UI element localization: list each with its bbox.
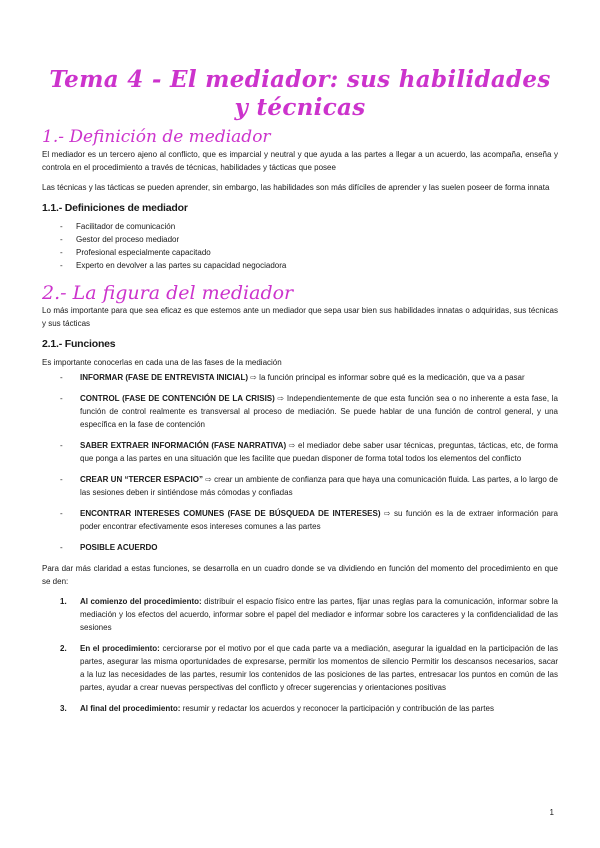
list-item (60, 439, 558, 465)
dash-bullet: - (60, 248, 63, 257)
section-1-paragraph-2: Las técnicas y las tácticas se pueden aprender, sin embargo, las habilidades son más difíciles de aprender y las suelen poseer de forma innata (42, 183, 550, 192)
function-text: crear un ambiente de confianza para que haya una comunicación fluida. Las partes, a lo largo de las sesiones deben ir sintiéndose más cómodas y confiadas (80, 475, 558, 497)
step-label: En el procedimiento: (80, 644, 160, 653)
step-number: 3. (60, 704, 67, 713)
dash-bullet: - (60, 475, 63, 484)
step-text: cerciorarse por el motivo por el que cada parte va a mediación, asegurar la igualdad en la participación de las partes, asegurar las misma oportunidades de expresarse, permitir los momentos de silencio Permitir los descansos necesarios, sacar a la luz las necesidades de las partes, resumir los contenidos de las posiciones de las partes, entresacar los puntos en común de las partes, ayudar a crear nuevas perspectivas del conflicto y ofrecer sugerencias y orientaciones positivas (80, 644, 559, 692)
list-item (60, 259, 558, 272)
step-text: resumir y redactar los acuerdos y reconocer la participación y contribución de las partes (182, 704, 494, 713)
step-text: distribuir el espacio físico entre las partes, fijar unas reglas para la comunicación, informar sobre la mediación y los efectos del acuerdo, informar sobre el papel del mediador e informar sobre los caracteres y la confidencialidad de las sesiones (80, 597, 558, 632)
list-item (60, 371, 558, 384)
step-number: 2. (60, 644, 67, 653)
step-number: 1. (60, 597, 67, 606)
section-1-paragraph-1: El mediador es un tercero ajeno al conflicto, que es imparcial y neutral y que ayuda a las partes a llegar a un acuerdo, las acompaña, enseña y controla en el procedimiento a través de técnicas, habilidades y tácticas que posee (42, 150, 558, 172)
functions-intro: Es importante conocerlas en cada una de las fases de la mediación (42, 358, 282, 367)
section-2-paragraph: Lo más importante para que sea eficaz es que estemos ante un mediador que sepa usar bien sus habilidades innatas o adquiridas, sus técnicas y sus tácticas (42, 306, 558, 328)
list-item (60, 392, 558, 431)
list-item (60, 220, 558, 233)
list-item (60, 541, 558, 554)
section-2-1-heading: 2.1.- Funciones (42, 338, 116, 350)
function-label: SABER EXTRAER INFORMACIÓN (FASE NARRATIVA) (80, 441, 287, 450)
list-item (60, 507, 558, 533)
list-item (60, 246, 558, 259)
step-label: Al comienzo del procedimiento: (80, 597, 202, 606)
function-label: INFORMAR (FASE DE ENTREVISTA INICIAL) (80, 373, 248, 382)
page-number: 1 (549, 808, 554, 817)
document-title: Tema 4 - El mediador: sus habilidades y técnicas (49, 66, 551, 121)
document-page (42, 66, 558, 723)
function-label: CONTROL (FASE DE CONTENCIÓN DE LA CRISIS) (80, 394, 275, 403)
dash-bullet: - (60, 441, 63, 450)
arrow-icon: ⇨ (288, 441, 296, 450)
procedure-steps (42, 595, 558, 715)
dash-bullet: - (60, 509, 63, 518)
function-text: su función es la de extraer información para poder encontrar efectivamente esos intereses comunes a las partes (80, 509, 558, 531)
functions-list (42, 371, 558, 554)
function-text: Independientemente de que esta función sea o no inherente a esta fase, la función de control realmente es transversal al proceso de mediación. Se puede hablar de una función de control general, y una específica en la fase de contención (80, 394, 558, 429)
definition-text: Experto en devolver a las partes su capacidad negociadora (76, 261, 287, 270)
step-label: Al final del procedimiento: (80, 704, 181, 713)
dash-bullet: - (60, 222, 63, 231)
section-2-heading: 2.- La figura del mediador (42, 282, 294, 304)
definitions-list (42, 220, 558, 272)
list-item (60, 702, 558, 715)
section-1-heading: 1.- Definición de mediador (42, 127, 271, 147)
definition-text: Facilitador de comunicación (76, 222, 176, 231)
arrow-icon: ⇨ (205, 475, 212, 484)
definition-text: Gestor del proceso mediador (76, 235, 180, 244)
function-label: ENCONTRAR INTERESES COMUNES (FASE DE BÚSQUEDA DE INTERESES) (80, 509, 381, 518)
dash-bullet: - (60, 394, 63, 403)
clarity-paragraph: Para dar más claridad a estas funciones, se desarrolla en un cuadro donde se va dividiendo en función del momento del procedimiento en que se den: (42, 564, 558, 586)
section-1-1-heading: 1.1.- Definiciones de mediador (42, 202, 188, 214)
list-item (60, 233, 558, 246)
list-item (60, 642, 558, 694)
list-item (60, 595, 558, 634)
arrow-icon: ⇨ (277, 394, 285, 403)
function-text: el mediador debe saber usar técnicas, preguntas, tácticas, etc, de forma que ponga a las partes en una situación que les facilite que puedan disponer de forma total todos los elementos del conflicto (80, 441, 558, 463)
dash-bullet: - (60, 235, 63, 244)
dash-bullet: - (60, 543, 63, 552)
definition-text: Profesional especialmente capacitado (76, 248, 211, 257)
dash-bullet: - (60, 373, 63, 382)
dash-bullet: - (60, 261, 63, 270)
function-label: CREAR UN “TERCER ESPACIO” (80, 475, 203, 484)
list-item (60, 473, 558, 499)
function-label: POSIBLE ACUERDO (80, 543, 158, 552)
function-text: la función principal es informar sobre qué es la medicación, que va a pasar (259, 373, 525, 382)
arrow-icon: ⇨ (250, 373, 257, 382)
arrow-icon: ⇨ (383, 509, 391, 518)
